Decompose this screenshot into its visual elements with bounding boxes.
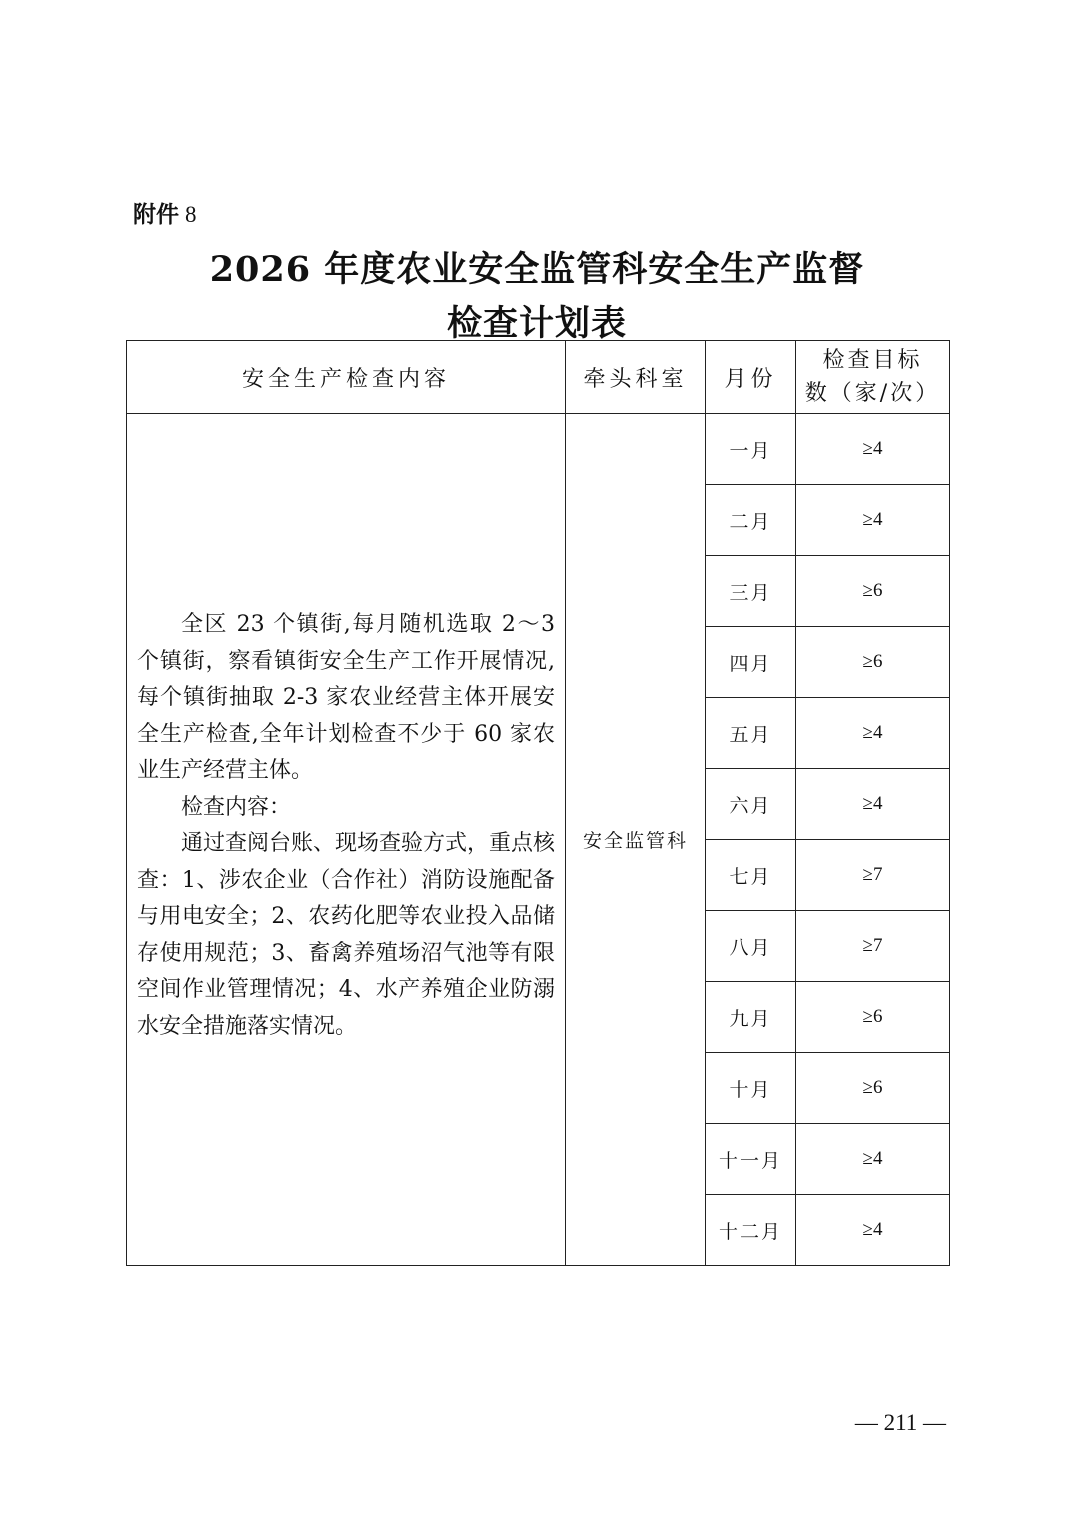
month-cell: 九月 xyxy=(706,982,796,1053)
content-paragraph-2: 检查内容： xyxy=(181,794,292,820)
month-cell: 二月 xyxy=(706,485,796,556)
attachment-label xyxy=(133,196,197,229)
target-cell: ≥6 xyxy=(796,1053,950,1124)
document-title-line2: 检查计划表 xyxy=(446,303,627,344)
header-content: 安全生产检查内容 xyxy=(127,341,566,414)
month-cell: 六月 xyxy=(706,769,796,840)
inspection-plan-table xyxy=(126,340,950,1266)
month-cell: 八月 xyxy=(706,911,796,982)
attachment-number: 8 xyxy=(185,202,197,227)
target-cell: ≥4 xyxy=(796,1195,950,1266)
inspection-content-cell xyxy=(127,414,566,1266)
table-header-row xyxy=(127,341,950,414)
month-cell: 一月 xyxy=(706,414,796,485)
header-month: 月份 xyxy=(706,341,796,414)
document-title-line1: 2026 年度农业安全监管科安全生产监督 xyxy=(209,249,865,290)
month-cell: 十一月 xyxy=(706,1124,796,1195)
header-goal xyxy=(796,341,950,414)
month-cell: 十月 xyxy=(706,1053,796,1124)
table-row xyxy=(127,414,950,485)
target-cell: ≥6 xyxy=(796,556,950,627)
header-department: 牵头科室 xyxy=(566,341,706,414)
month-cell: 四月 xyxy=(706,627,796,698)
target-cell: ≥7 xyxy=(796,911,950,982)
header-goal-line1: 检查目标 xyxy=(822,348,923,373)
header-goal-line2: 数（家/次） xyxy=(804,381,941,406)
target-cell: ≥4 xyxy=(796,485,950,556)
page-number: — 211 — xyxy=(854,1410,946,1435)
content-paragraph-3: 通过查阅台账、现场查验方式，重点核查：1、涉农企业（合作社）消防设施配备与用电安全；2、农药化肥等农业投入品储存使用规范；3、畜禽养殖场沼气池等有限空间作业管理情况；4、水产养殖企业防溺水安全措施落实情况。 xyxy=(137,831,556,1039)
month-cell: 三月 xyxy=(706,556,796,627)
target-cell: ≥6 xyxy=(796,982,950,1053)
target-cell: ≥6 xyxy=(796,627,950,698)
month-cell: 十二月 xyxy=(706,1195,796,1266)
content-paragraph-1: 全区 23 个镇街,每月随机选取 2～3 个镇街，察看镇街安全生产工作开展情况,每个镇街抽取 2-3 家农业经营主体开展安全生产检查,全年计划检查不少于 60 家农业生产经营主体。 xyxy=(137,612,555,783)
target-cell: ≥4 xyxy=(796,1124,950,1195)
department-cell: 安全监管科 xyxy=(566,414,706,1266)
target-cell: ≥7 xyxy=(796,840,950,911)
target-cell: ≥4 xyxy=(796,769,950,840)
target-cell: ≥4 xyxy=(796,414,950,485)
attachment-text: 附件 xyxy=(133,202,179,228)
month-cell: 七月 xyxy=(706,840,796,911)
target-cell: ≥4 xyxy=(796,698,950,769)
month-cell: 五月 xyxy=(706,698,796,769)
